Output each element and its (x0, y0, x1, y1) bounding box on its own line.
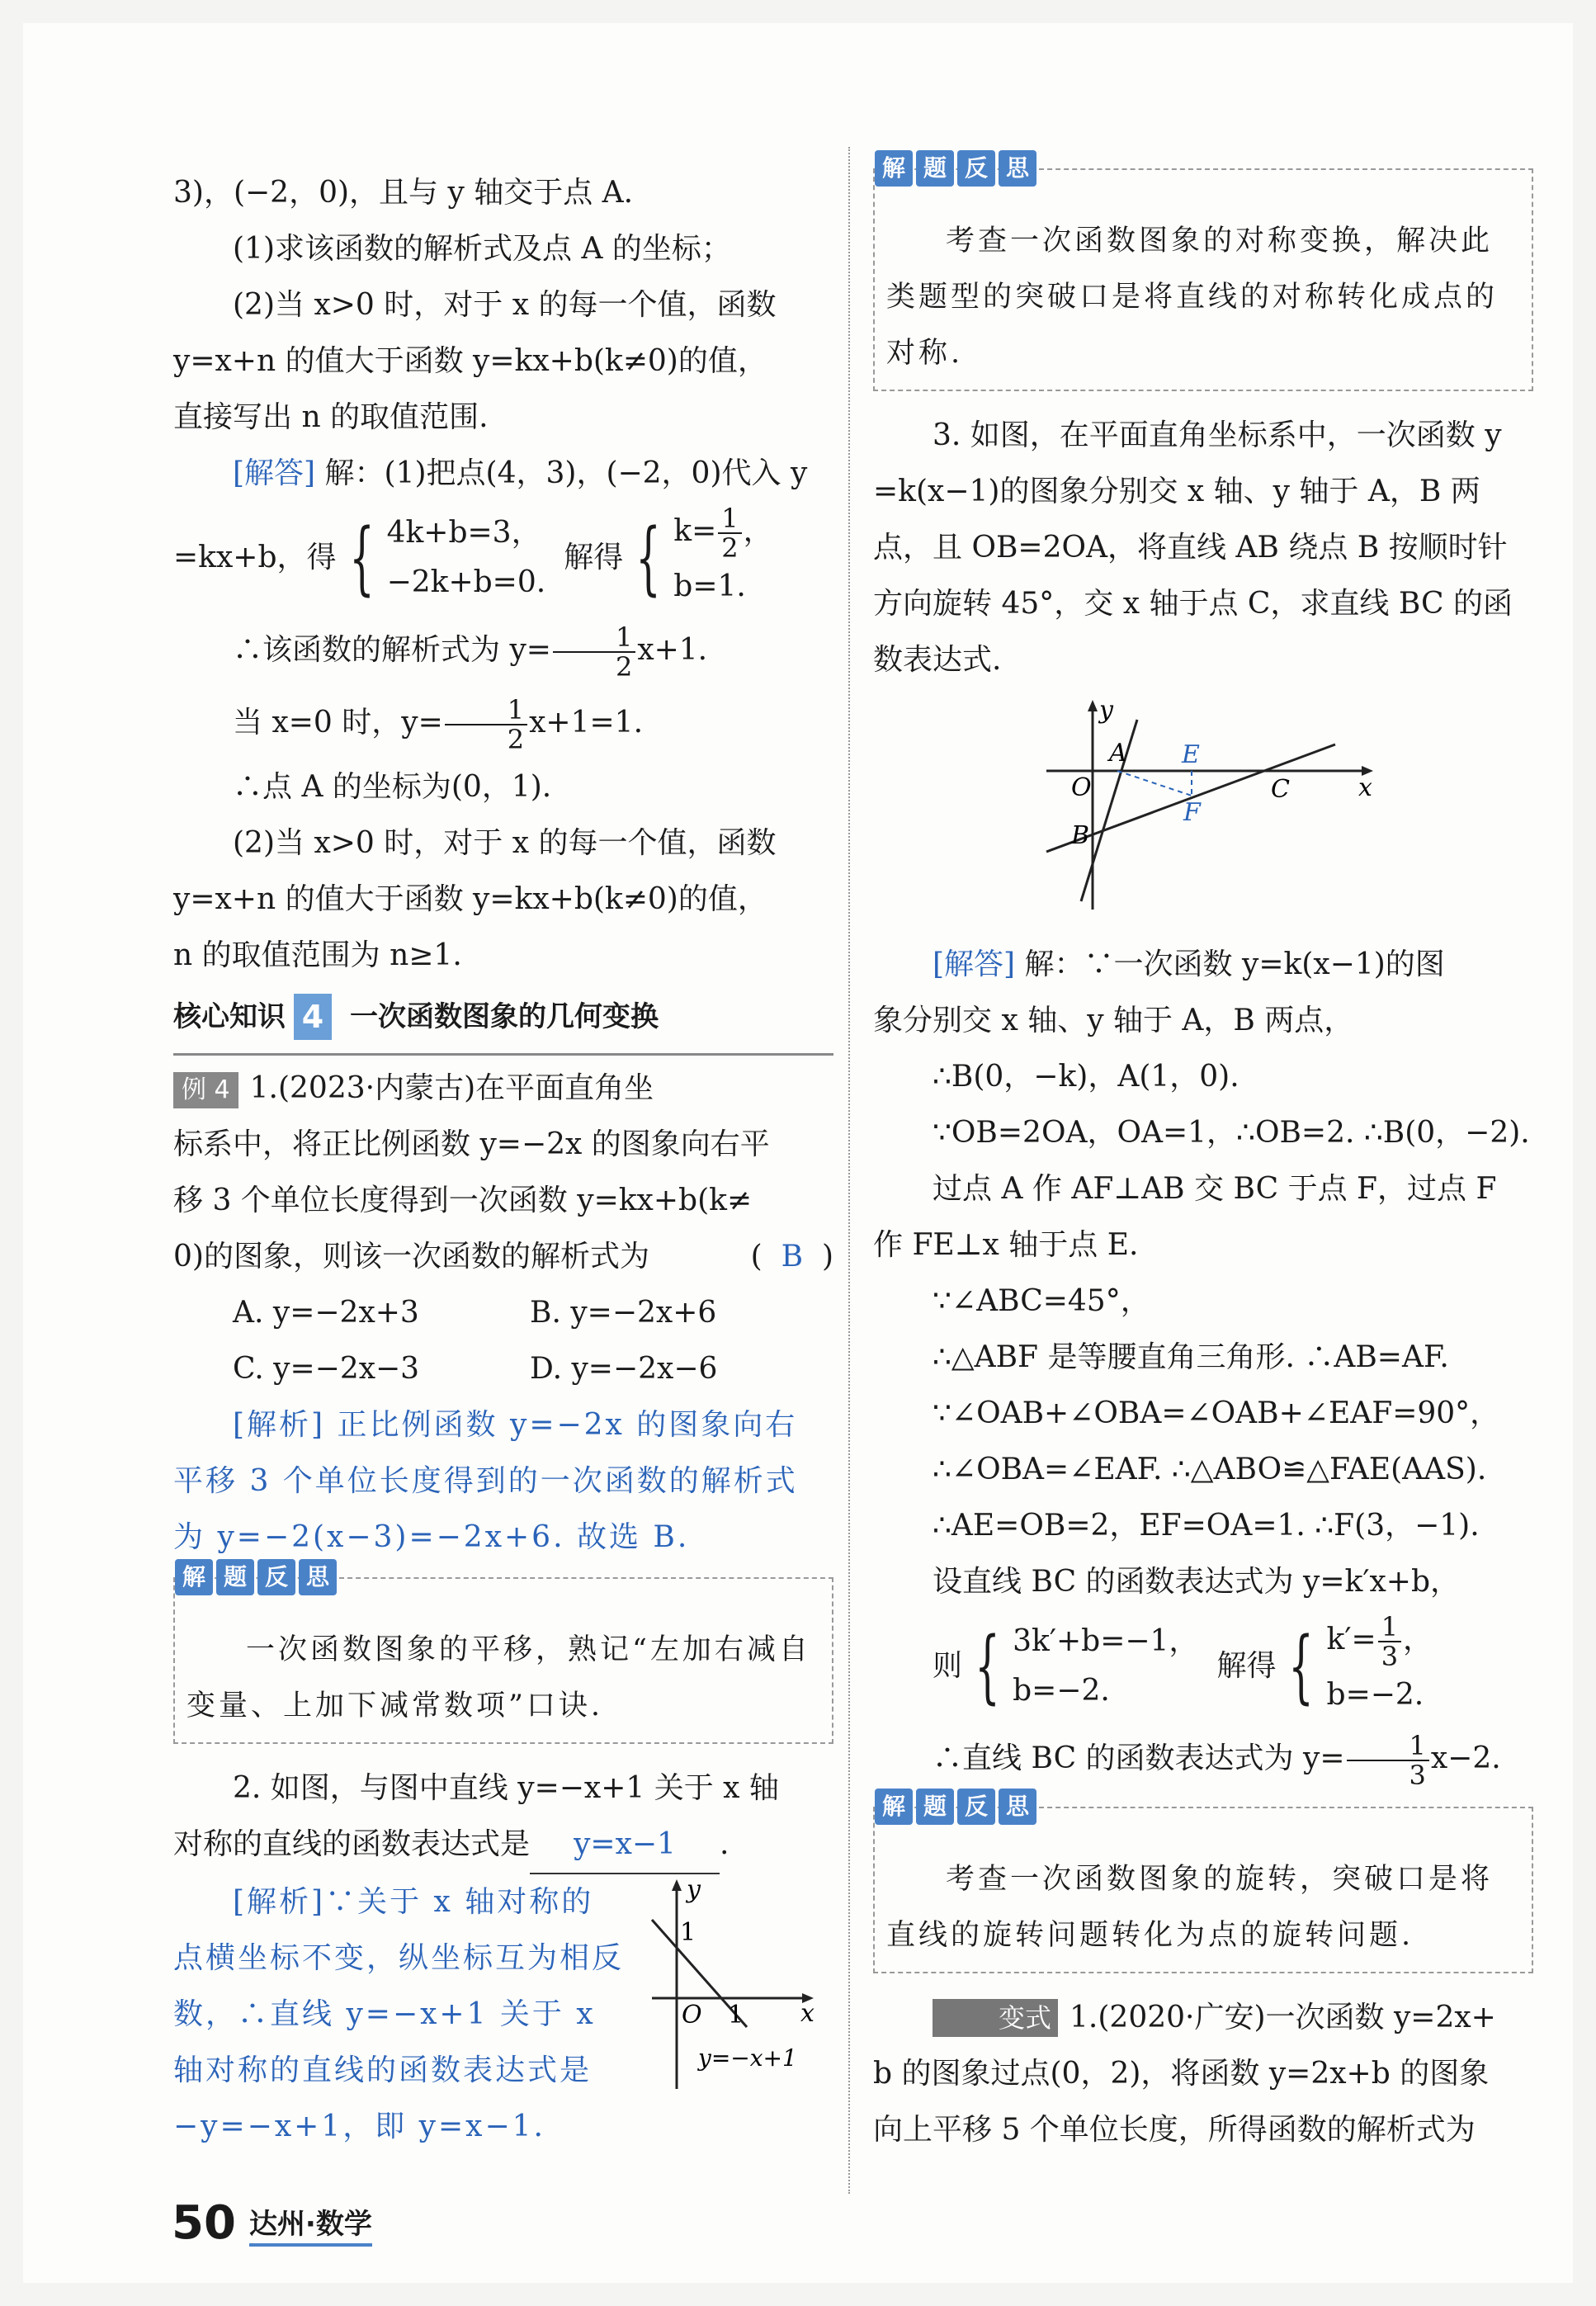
reflection-label: 解 题 反 思 (875, 1789, 1040, 1825)
text-line: y=x+n 的值大于函数 y=kx+b(k≠0)的值， (173, 344, 767, 378)
answer-text: =kx+b，得 (173, 541, 337, 574)
answer-tag: [解答] (233, 456, 316, 490)
choice-d: D. y=−2x−6 (530, 1352, 718, 1386)
reflection-label: 解 题 反 思 (175, 1559, 340, 1595)
reflection-text: 一次函数图象的平移，熟记“左加右减自 (246, 1633, 811, 1666)
solution-k: k= $\frac{1}{2}$ ， (673, 503, 773, 564)
y-intercept-label: 1 (680, 1918, 696, 1947)
book-title: 达州·数学 (249, 2201, 372, 2247)
question-2: (2)当 x>0 时，对于 x 的每一个值，函数 (233, 288, 777, 322)
result-line: n 的取值范围为 n≥1. (173, 938, 462, 972)
origin-label: O (682, 2001, 702, 2030)
solve-label: 解得 (564, 541, 624, 574)
page-footer (172, 2196, 372, 2250)
line-label: y=−x+1 (698, 2044, 797, 2072)
y-arrow (672, 1879, 682, 1891)
then-label: 则 (933, 1649, 963, 1683)
text-line: b 的图象过点(0，2)，将函数 y=2x+b 的图象 (873, 2057, 1490, 2091)
reflection-box (873, 1793, 1533, 1973)
text-line: 向上平移 5 个单位长度，所得函数的解析式为 (873, 2113, 1476, 2147)
example-2: 2. 如图，与图中直线 y=−x+1 关于 x 轴 (233, 1771, 779, 1805)
text-line: 直接写出 n 的取值范围. (173, 400, 489, 434)
figure-rotation (1030, 695, 1376, 918)
brace: { (348, 512, 375, 604)
variant-tag: 变式 (933, 1999, 1058, 2037)
solution-b: b=1. (673, 569, 746, 603)
x-label: x (800, 1999, 815, 2028)
heading-number: 4 (294, 994, 332, 1040)
analysis: 平移 3 个单位长度得到的一次函数的解析式 (173, 1464, 798, 1498)
analysis: [解析] 正比例函数 y=−2x 的图象向右 (233, 1408, 798, 1442)
result-line: ∴点 A 的坐标为(0，1). (233, 770, 552, 804)
answer-line: ∴AE=OB=2，EF=OA=1. ∴F(3，−1). (933, 1509, 1480, 1543)
answer-line: 作 FE⊥x 轴于点 E. (873, 1228, 1139, 1262)
answer-line: ∴∠OBA=∠EAF. ∴△ABO≌△FAE(AAS). (933, 1453, 1487, 1486)
answer-tag: [解答] (933, 947, 1016, 981)
equation: 4k+b=3， (386, 516, 541, 550)
equation-system: 则 { 3k′+b=−1， b=−2. 解得 { k′= $\frac{1}{3}$ ， b=−2. (873, 1610, 1533, 1722)
result-line: ∴直线 BC 的函数表达式为 y= $\frac{1}{3}$ x−2. (933, 1730, 1501, 1791)
y-arrow (1088, 700, 1098, 711)
reflection-label: 解 题 反 思 (875, 150, 1040, 187)
example-3: 3. 如图，在平面直角坐标系中，一次函数 y (933, 418, 1502, 452)
analysis: −y=−x+1，即 y=x−1. (173, 2110, 545, 2143)
reflection-text: 直线的旋转问题转化为点的旋转问题. (886, 1919, 1414, 1952)
reflection-text: 类题型的突破口是将直线的对称转化成点的 (886, 281, 1499, 314)
reflection-text: 变量、上加下减常数项”口诀. (187, 1689, 604, 1722)
answer-line: 过点 A 作 AF⊥AB 交 BC 于点 F，过点 F (933, 1172, 1497, 1206)
reflection-text: 考查一次函数图象的旋转，突破口是将 (946, 1863, 1494, 1896)
reflection-text: 对称. (886, 337, 964, 370)
origin-label: O (1071, 773, 1092, 802)
solution-k: k′= $\frac{1}{3}$ ， (1326, 1611, 1433, 1672)
choices (173, 1341, 833, 1397)
choice-b: B. y=−2x+6 (530, 1296, 717, 1330)
reflection-box (873, 154, 1533, 391)
figure-line-graph (644, 1874, 825, 2097)
point-c-label: C (1271, 775, 1290, 804)
example-tag: 例 4 (173, 1072, 238, 1108)
answer-line: 象分别交 x 轴、y 轴于 A，B 两点， (873, 1004, 1354, 1037)
fill-answer: y=x−1 (530, 1817, 720, 1874)
point-b-label: B (1071, 821, 1090, 850)
analysis-2-block (173, 1874, 833, 2155)
x-intercept-label: 1 (728, 2001, 744, 2030)
answer-line: [解答] 解：∵一次函数 y=k(x−1)的图 (933, 947, 1445, 981)
equation: b=−2. (1013, 1674, 1110, 1708)
answer-line (173, 446, 833, 502)
page (23, 23, 1573, 2283)
point-e-label: E (1182, 740, 1200, 769)
text-line: 对称的直线的函数表达式是 y=x−1 . (173, 1817, 833, 1874)
text-line: 方向旋转 45°，交 x 轴于点 C，求直线 BC 的函 (873, 587, 1513, 621)
equation: 3k′+b=−1， (1013, 1624, 1199, 1658)
variant-1: 变式 1.(2020·广安)一次函数 y=2x+ (873, 1990, 1533, 2046)
answer-line: 设直线 BC 的函数表达式为 y=k′x+b， (933, 1565, 1461, 1599)
heading-label: 核心知识 (173, 1000, 286, 1033)
answer-line: ∴△ABF 是等腰直角三角形. ∴AB=AF. (933, 1340, 1449, 1374)
question-1: (1)求该函数的解析式及点 A 的坐标； (233, 232, 731, 266)
reflection-box (173, 1563, 833, 1744)
left-column (173, 165, 833, 2155)
choices (173, 1285, 833, 1341)
result-line: y=x+n 的值大于函数 y=kx+b(k≠0)的值， (173, 882, 767, 916)
result-line: 当 x=0 时，y= $\frac{1}{2}$ x+1=1. (233, 694, 644, 755)
segment-af (1117, 771, 1192, 796)
choice-c: C. y=−2x−3 (233, 1352, 420, 1386)
right-column (873, 145, 1533, 2158)
text-line: =k(x−1)的图象分别交 x 轴、y 轴于 A，B 两 (873, 475, 1480, 508)
answer-choice: B (781, 1240, 804, 1273)
analysis: 数，∴直线 y=−x+1 关于 x (173, 1997, 596, 2031)
text-line: 标系中，将正比例函数 y=−2x 的图象向右平 (173, 1127, 770, 1161)
answer-line: ∴B(0，−k)，A(1，0). (933, 1060, 1239, 1094)
result-line: ∴该函数的解析式为 y= $\frac{1}{2}$ x+1. (233, 621, 708, 683)
analysis: 点横坐标不变，纵坐标互为相反 (173, 1941, 625, 1975)
answer-line: ∵∠OAB+∠OBA=∠OAB+∠EAF=90°， (933, 1396, 1500, 1430)
point-f-label: F (1183, 798, 1201, 827)
text-line: 0)的图象，则该一次函数的解析式为 ( B ) (173, 1240, 833, 1273)
text-line: 数表达式. (873, 643, 1002, 677)
page-number: 50 (172, 2196, 236, 2250)
analysis: [解析]∵关于 x 轴对称的 (233, 1885, 594, 1919)
solution-b: b=−2. (1326, 1678, 1424, 1712)
solve-label: 解得 (1216, 1649, 1277, 1683)
answer-line: ∵OB=2OA，OA=1，∴OB=2. ∴B(0，−2). (933, 1116, 1530, 1150)
x-label: x (1358, 773, 1372, 802)
analysis: 为 y=−2(x−3)=−2x+6. 故选 B. (173, 1520, 690, 1554)
text-line: 移 3 个单位长度得到一次函数 y=kx+b(k≠ (173, 1184, 753, 1217)
choice-a: A. y=−2x+3 (233, 1296, 419, 1330)
text-line: 点，且 OB=2OA，将直线 AB 绕点 B 按顺时针 (873, 531, 1508, 565)
reflection-text: 考查一次函数图象的对称变换，解决此 (946, 224, 1494, 258)
y-label: y (687, 1875, 701, 1904)
result-line: (2)当 x>0 时，对于 x 的每一个值，函数 (233, 826, 777, 860)
column-divider (848, 147, 850, 2194)
example-1: 例 4 1.(2023·内蒙古)在平面直角坐 (173, 1053, 833, 1117)
text-line: 3)，(−2，0)，且与 y 轴交于点 A. (173, 176, 634, 210)
y-label: y (1099, 696, 1113, 725)
equation: −2k+b=0. (386, 565, 546, 599)
answer-text: 解：(1)把点(4，3)，(−2，0)代入 y (324, 456, 808, 490)
answer-line: ∵∠ABC=45°， (933, 1284, 1150, 1318)
heading-title: 一次函数图象的几何变换 (350, 1000, 659, 1033)
equation-system (173, 502, 833, 614)
section-heading (173, 989, 833, 1045)
brace: { (635, 512, 662, 604)
analysis: 轴对称的直线的函数表达式是 (173, 2053, 593, 2087)
point-a-label: A (1109, 739, 1127, 768)
